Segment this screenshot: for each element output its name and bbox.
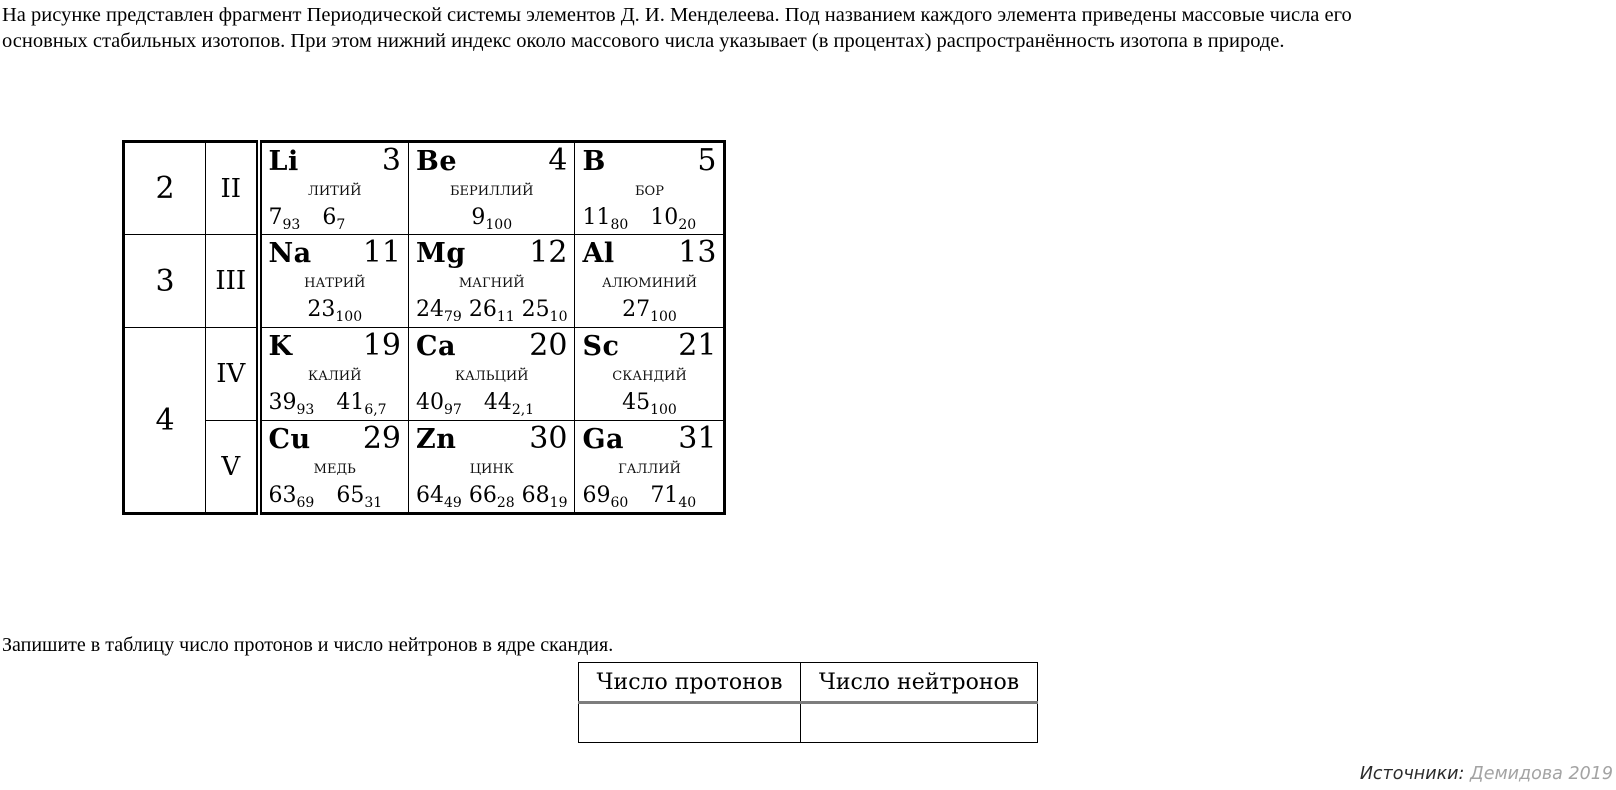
element-atomic-number: 21	[678, 328, 717, 363]
element-name: ГАЛЛИЙ	[618, 462, 681, 478]
isotope-abundance: 79	[444, 309, 462, 325]
neutrons-header: Число нейтронов	[801, 663, 1038, 703]
intro-text	[2, 2, 1614, 54]
isotope: $44_{2,1}$	[483, 390, 535, 418]
element-card	[575, 235, 723, 325]
isotope-abundance: 100	[650, 309, 677, 325]
element-header	[416, 423, 567, 455]
isotope-abundance: 28	[496, 495, 515, 511]
row-numeral-II: II	[206, 142, 259, 235]
isotope: $6_7$	[322, 205, 346, 233]
period-cell-4: 4	[124, 328, 206, 514]
element-name: АЛЮМИНИЙ	[602, 276, 697, 292]
element-cell-k	[259, 328, 409, 421]
element-card	[409, 235, 574, 325]
isotope: $69_{60}$	[582, 483, 629, 511]
element-isotopes	[416, 297, 568, 325]
source-label: Источники:	[1359, 764, 1465, 784]
intro-line-1: На рисунке представлен фрагмент Периодической системы элементов Д. И. Менделеева. Под названием каждого элемента приведены массовые числа его	[2, 4, 1352, 26]
element-isotopes	[582, 297, 716, 325]
element-header	[269, 423, 402, 455]
element-header	[416, 237, 567, 269]
answer-table	[578, 662, 1038, 743]
period-cell-2: 2	[124, 142, 206, 235]
isotope: $68_{19}$	[521, 483, 568, 511]
element-cell-mg	[409, 235, 575, 328]
element-cell-sc	[575, 328, 725, 421]
element-cell-be	[409, 142, 575, 235]
isotope: $39_{93}$	[268, 390, 315, 418]
element-header	[416, 145, 567, 177]
isotope: $66_{28}$	[468, 483, 515, 511]
element-name: КАЛЬЦИЙ	[454, 369, 529, 385]
isotope: $45_{100}$	[622, 390, 677, 418]
element-card	[409, 328, 574, 418]
element-name: ЦИНК	[469, 462, 514, 478]
element-cell-b	[575, 142, 725, 235]
ptable-row-IV	[124, 328, 725, 421]
ptable-row-II	[124, 142, 725, 235]
element-atomic-number: 30	[529, 421, 568, 456]
element-isotopes	[416, 483, 568, 511]
element-symbol: B	[582, 146, 606, 177]
element-atomic-number: 4	[548, 143, 568, 178]
element-isotopes	[582, 390, 716, 418]
intro-line-2: основных стабильных изотопов. При этом нижний индекс около массового числа указывает (в процентах) распространённость изотопа в природе.	[2, 30, 1285, 52]
ptable-row-III	[124, 235, 725, 328]
element-header	[269, 237, 402, 269]
isotope-abundance: 80	[610, 217, 629, 233]
element-header	[269, 145, 402, 177]
isotope-abundance: 40	[678, 495, 697, 511]
isotope: $24_{79}$	[416, 297, 462, 325]
element-cell-ca	[409, 328, 575, 421]
element-atomic-number: 11	[362, 235, 401, 270]
isotope-abundance: 7	[336, 217, 346, 233]
element-isotopes	[268, 483, 402, 511]
source-name: Демидова 2019	[1470, 764, 1613, 784]
element-header	[582, 330, 716, 362]
element-card	[262, 421, 409, 511]
element-atomic-number: 3	[381, 143, 401, 178]
element-atomic-number: 5	[697, 143, 717, 178]
element-atomic-number: 12	[529, 235, 568, 270]
element-symbol: Li	[268, 146, 299, 177]
element-isotopes	[416, 390, 567, 418]
isotope: $25_{10}$	[521, 297, 568, 325]
isotope: $9_{100}$	[471, 205, 513, 233]
element-card	[262, 328, 409, 418]
answer-cell-neutrons[interactable]	[801, 703, 1038, 743]
isotope-abundance: 100	[485, 217, 513, 233]
element-name: МЕДЬ	[313, 462, 356, 478]
isotope-abundance: 20	[678, 217, 697, 233]
element-header	[582, 423, 716, 455]
ptable-row-V	[124, 421, 725, 514]
element-cell-li	[259, 142, 409, 235]
isotope: $23_{100}$	[307, 297, 363, 325]
answer-table-header-row	[579, 663, 1038, 703]
element-isotopes	[582, 205, 716, 233]
isotope-abundance: 49	[444, 495, 462, 511]
element-symbol: Be	[416, 146, 457, 177]
element-symbol: Zn	[416, 424, 457, 455]
element-atomic-number: 20	[529, 328, 568, 363]
answer-table-input-row	[579, 703, 1038, 743]
element-cell-cu	[259, 421, 409, 514]
periodic-table-body	[124, 142, 725, 514]
element-atomic-number: 31	[678, 421, 717, 456]
element-isotopes	[416, 205, 567, 233]
element-symbol: K	[268, 331, 293, 362]
element-name: БОР	[635, 184, 664, 200]
isotope: $71_{40}$	[650, 483, 697, 511]
isotope: $40_{97}$	[416, 390, 462, 418]
element-atomic-number: 29	[362, 421, 401, 456]
element-card	[575, 421, 723, 511]
isotope: $11_{80}$	[582, 205, 629, 233]
isotope-abundance: 97	[444, 402, 462, 418]
answer-cell-protons[interactable]	[579, 703, 801, 743]
isotope-abundance: 31	[364, 495, 383, 511]
isotope-abundance: 93	[296, 402, 315, 418]
isotope: $10_{20}$	[650, 205, 697, 233]
isotope: $41_{6,7}$	[336, 390, 387, 418]
element-header	[416, 330, 567, 362]
isotope: $26_{11}$	[468, 297, 515, 325]
element-header	[582, 237, 716, 269]
question-text: Запишите в таблицу число протонов и число нейтронов в ядре скандия.	[2, 634, 614, 656]
isotope: $7_{93}$	[268, 205, 301, 233]
isotope-abundance: 11	[496, 309, 515, 325]
element-header	[582, 145, 716, 177]
element-cell-na	[259, 235, 409, 328]
source-attribution	[1360, 764, 1613, 784]
element-cell-ga	[575, 421, 725, 514]
period-cell-3: 3	[124, 235, 206, 328]
isotope: $27_{100}$	[622, 297, 677, 325]
element-name: КАЛИЙ	[308, 369, 362, 385]
row-numeral-III: III	[206, 235, 259, 328]
element-isotopes	[582, 483, 716, 511]
row-numeral-IV: IV	[206, 328, 259, 421]
element-card	[262, 143, 409, 233]
element-symbol: Al	[582, 238, 615, 269]
isotope-abundance: 10	[549, 309, 568, 325]
element-atomic-number: 13	[678, 235, 717, 270]
element-atomic-number: 19	[362, 328, 401, 363]
isotope-abundance: 100	[335, 309, 363, 325]
isotope-abundance: 6,7	[364, 402, 387, 418]
element-symbol: Ca	[416, 331, 456, 362]
protons-header: Число протонов	[579, 663, 801, 703]
element-isotopes	[268, 205, 402, 233]
row-numeral-V: V	[206, 421, 259, 514]
element-symbol: Mg	[416, 238, 466, 269]
element-header	[269, 330, 402, 362]
isotope-abundance: 60	[610, 495, 629, 511]
element-name: ЛИТИЙ	[307, 184, 362, 200]
element-card	[575, 328, 723, 418]
isotope: $63_{69}$	[268, 483, 315, 511]
element-card	[409, 421, 574, 511]
element-name: МАГНИЙ	[458, 276, 525, 292]
element-name: БЕРИЛЛИЙ	[449, 184, 534, 200]
element-card	[409, 143, 574, 233]
isotope: $65_{31}$	[336, 483, 383, 511]
isotope-abundance: 2,1	[511, 402, 535, 418]
isotope-abundance: 100	[650, 402, 677, 418]
element-cell-al	[575, 235, 725, 328]
element-isotopes	[269, 297, 402, 325]
element-symbol: Ga	[582, 424, 625, 455]
element-symbol: Sc	[582, 331, 620, 362]
isotope-abundance: 93	[282, 217, 301, 233]
isotope-abundance: 19	[549, 495, 568, 511]
element-card	[575, 143, 723, 233]
element-card	[262, 235, 409, 325]
element-name: СКАНДИЙ	[612, 369, 687, 385]
periodic-table-fragment	[122, 140, 726, 515]
element-symbol: Na	[268, 238, 312, 269]
element-isotopes	[268, 390, 402, 418]
element-cell-zn	[409, 421, 575, 514]
isotope-abundance: 69	[296, 495, 315, 511]
element-symbol: Cu	[268, 424, 311, 455]
element-name: НАТРИЙ	[304, 276, 366, 292]
isotope: $64_{49}$	[416, 483, 462, 511]
